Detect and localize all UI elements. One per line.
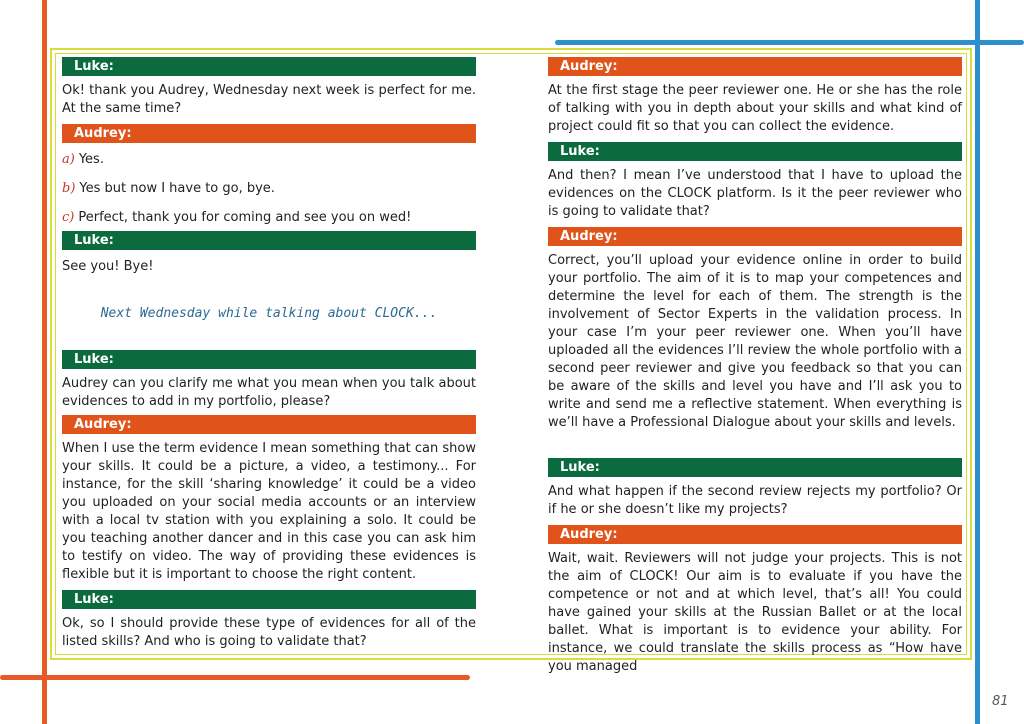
scene-narration: Next Wednesday while talking about CLOCK... <box>100 306 438 321</box>
speaker-bar-audrey: Audrey: <box>548 525 962 544</box>
orange-horizontal-stripe <box>0 675 470 680</box>
dialogue-text: Correct, you’ll upload your evidence online in order to build your portfolio. The aim of it is to map your competences and determine the level for each of them. The strength is the involvement of Sector Experts in the validation process. In your case I’m your peer reviewer one. When you’ll have uploaded all the evidences I’ll review the whole portfolio with a second peer reviewer and give you feedback so that you can be aware of the skills and level you have and I’ll ask you to write and send me a reflective statement. When everything is we’ll have a Professional Dialogue about your skills and levels. <box>548 253 962 430</box>
dialogue-text: Audrey can you clarify me what you mean when you talk about evidences to add in my portfolio, please? <box>62 376 476 409</box>
speaker-bar-luke: Luke: <box>62 57 476 76</box>
speaker-bar-luke: Luke: <box>62 590 476 609</box>
speaker-bar-luke: Luke: <box>62 231 476 250</box>
option-b[interactable] <box>62 180 476 198</box>
dialogue-text: See you! Bye! <box>62 259 154 274</box>
speaker-bar-luke: Luke: <box>548 458 962 477</box>
option-a[interactable] <box>62 151 476 169</box>
speaker-bar-luke: Luke: <box>62 350 476 369</box>
page-number: 81 <box>992 694 1009 709</box>
blue-vertical-stripe <box>975 0 980 724</box>
dialogue-text: At the first stage the peer reviewer one. He or she has the role of talking with you in depth about your skills and what kind of project could fit so that you can collect the evidence. <box>548 83 962 134</box>
speaker-bar-audrey: Audrey: <box>62 415 476 434</box>
answer-options <box>62 151 476 227</box>
option-c[interactable] <box>62 209 476 227</box>
dialogue-text: Ok, so I should provide these type of evidences for all of the listed skills? And who is going to validate that? <box>62 616 476 649</box>
orange-vertical-stripe <box>42 0 47 724</box>
dialogue-text: When I use the term evidence I mean something that can show your skills. It could be a picture, a video, a testimony... For instance, for the skill ‘sharing knowledge’ it could be a video you uploaded on your social media accounts or an interview with a local tv station with you explaining a solo. It could be you teaching another dancer and in this case you can ask him to testify on video. The way of providing these evidences is flexible but it is important to choose the right content. <box>62 441 476 582</box>
option-text: Yes. <box>78 152 104 167</box>
right-column <box>548 57 962 676</box>
option-letter: c) <box>62 210 75 225</box>
option-letter: a) <box>62 152 75 167</box>
dialogue-text: Wait, wait. Reviewers will not judge your projects. This is not the aim of CLOCK! Our aim is to evaluate if you have the competence or not and at which level, that’s all! You could have gained your skills at the Russian Ballet or at the local ballet. What is important is to evidence your ability. For instance, we could translate the skills process as “How have you managed <box>548 551 962 674</box>
speaker-bar-audrey: Audrey: <box>548 227 962 246</box>
option-text: Yes but now I have to go, bye. <box>79 181 275 196</box>
speaker-bar-audrey: Audrey: <box>62 124 476 143</box>
left-column <box>62 57 476 651</box>
dialogue-text: And then? I mean I’ve understood that I have to upload the evidences on the CLOCK platform. Is it the peer reviewer who is going to validate that? <box>548 168 962 219</box>
dialogue-text: Ok! thank you Audrey, Wednesday next week is perfect for me. At the same time? <box>62 83 476 116</box>
speaker-bar-luke: Luke: <box>548 142 962 161</box>
option-text: Perfect, thank you for coming and see you on wed! <box>78 210 412 225</box>
dialogue-text: And what happen if the second review rejects my portfolio? Or if he or she doesn’t like my projects? <box>548 484 962 517</box>
speaker-bar-audrey: Audrey: <box>548 57 962 76</box>
option-letter: b) <box>62 181 76 196</box>
blue-horizontal-stripe <box>555 40 1024 45</box>
